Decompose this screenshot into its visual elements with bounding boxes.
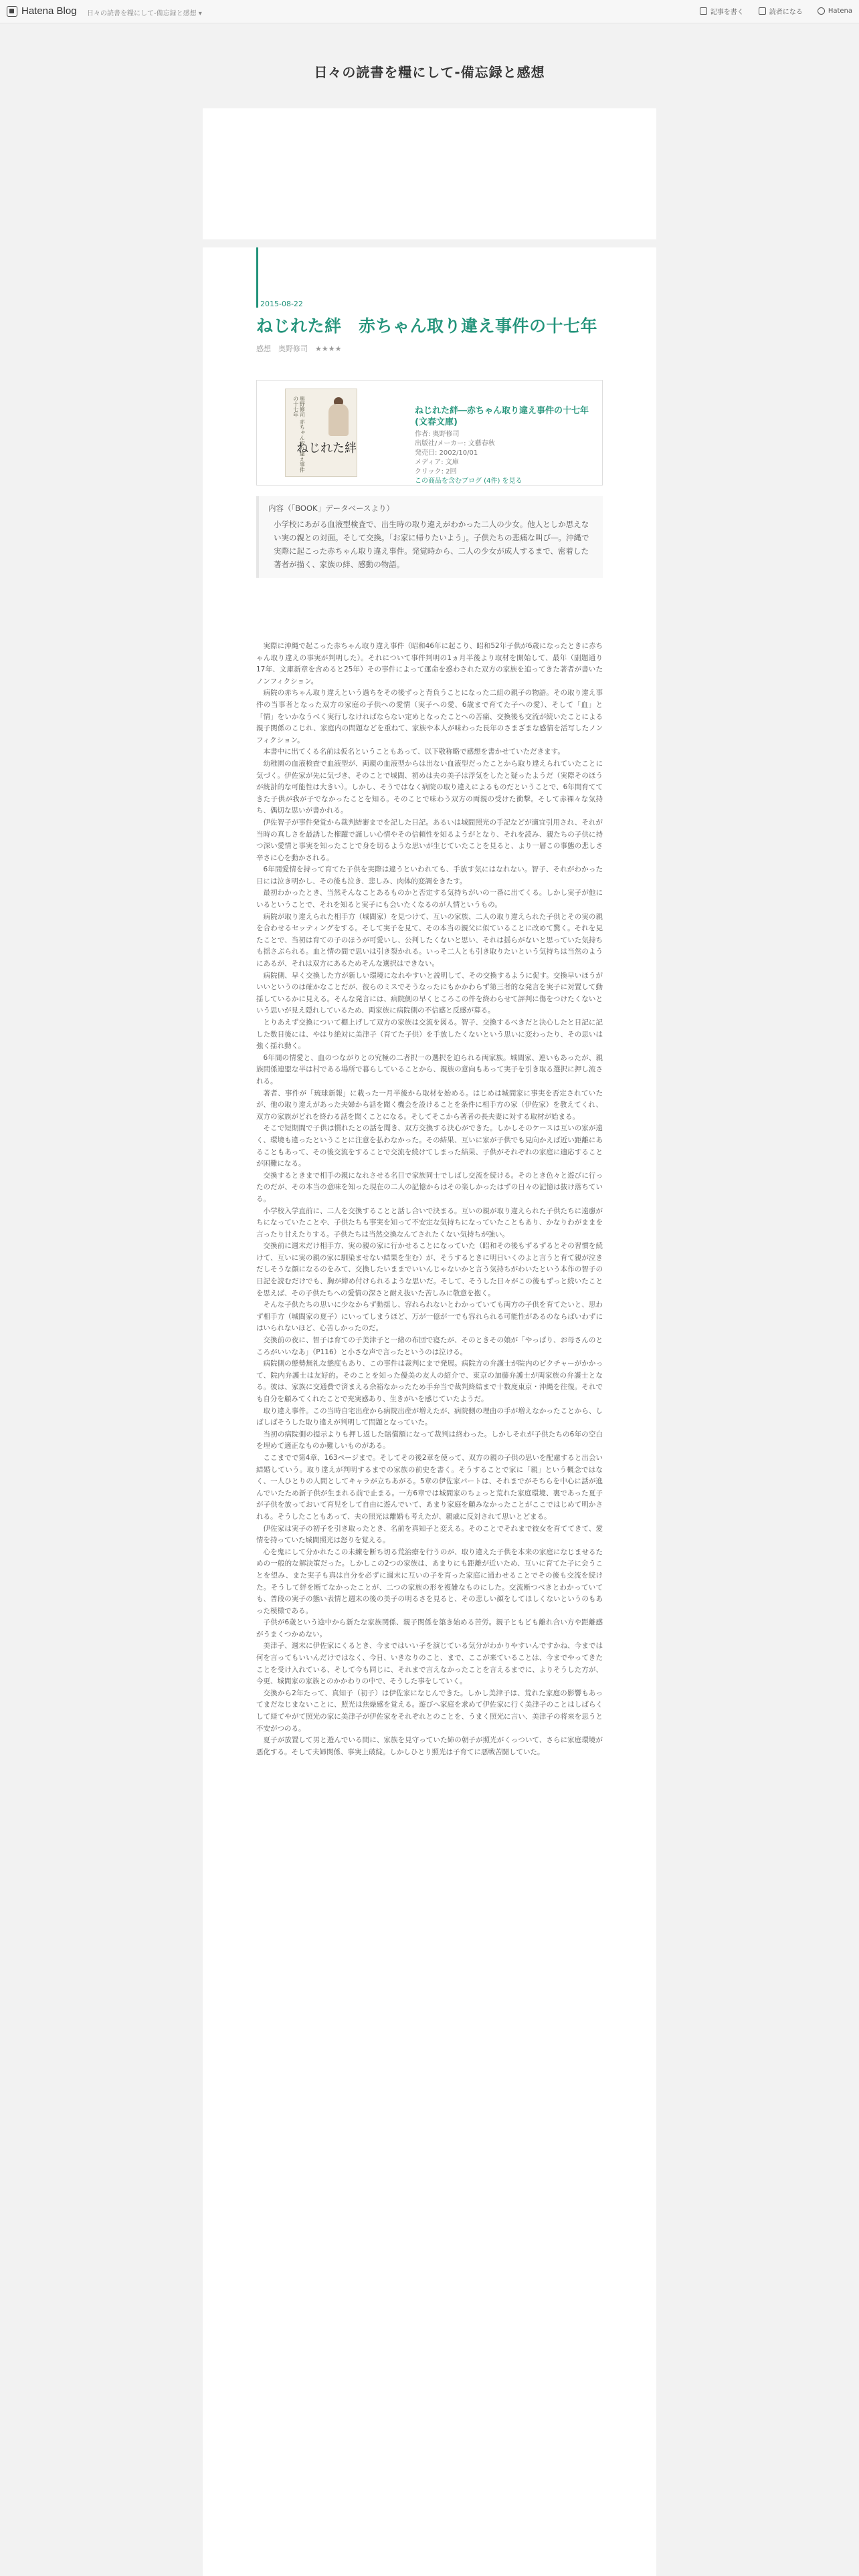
book-description-quote [256, 496, 603, 578]
article [203, 247, 656, 2576]
reader-icon [759, 7, 766, 15]
hatena-global-header [0, 0, 859, 23]
hatena-label: Hatena [828, 7, 852, 15]
body-paragraph: 交換から2年たって、真知子（初子）は伊佐家になじんできた。しかし美津子は、荒れた家庭の影響もあってまだなじまないことに、照光は焦燥感を覚える。遊びへ家庭を求めて伊佐家に行く美津子のことはしばらくして経てやがて照光の家に美津子が伊佐家をそれぞれとのことを、うまく照光に言い、美津子の将来を思うと不安がつのる。 [256, 1689, 603, 1733]
description-body: 小学校にあがる血液型検査で、出生時の取り違えがわかった二人の少女。他人としか思えない実の親との対面。そして交換。「お家に帰りたいよう」。子供たちの悲痛な叫び―。沖縄で実際に起こった赤ちゃん取り違え事件。発覚時から、二人の少女が成人するまで、密着した著者が描く、家族の絆、感動の物語。 [274, 520, 589, 569]
body-paragraph: 美津子、週末に伊佐家にくるとき、今まではいい子を演じている気分がわかりやすいんですかね、今までは何を言ってもいいんだけではなく、今日、いきなりのこと、まで、ここが来ていることは、今までやってきたことを受け入れている、そして今も同じに、それまで言えなかったことを言えるまでに、よりそうした方が、今更、城間家の家族とのかかわりの中で、そうした事をしていく。 [256, 1642, 603, 1686]
post-categories[interactable]: 感想 奥野修司 ★★★★ [256, 344, 342, 353]
product-clicks: クリック: 2回 [415, 468, 457, 475]
body-paragraph: 取り違え事件。この当時自宅出産から病院出産が増えたが、病院側の理由の手が増えなかったことから、しばしばそうした取り違えが判明して問題となっていた。 [256, 1406, 603, 1427]
subscribe-label: 読者になる [769, 9, 803, 16]
product-release-date: 発売日: 2002/10/01 [415, 449, 478, 457]
book-cover-image[interactable] [285, 389, 357, 477]
product-title-link[interactable]: ねじれた絆―赤ちゃん取り違え事件の十七年 (文春文庫) [415, 406, 589, 427]
product-box [256, 380, 603, 486]
subscribe-button[interactable] [759, 6, 803, 16]
hatena-account-button[interactable] [818, 7, 852, 15]
hatena-blog-logo-icon [7, 6, 17, 17]
body-paragraph: 本書中に出てくる名前は仮名ということもあって、以下敬称略で感想を書かせていただきます。 [263, 748, 565, 756]
product-publisher: 出版社/メーカー: 文藝春秋 [415, 440, 495, 447]
chevron-down-icon: ▾ [198, 10, 202, 17]
blog-name-dropdown-label: 日々の読書を糧にして-備忘録と感想 [87, 10, 197, 17]
body-paragraph: 病院の赤ちゃん取り違えという過ちをその後ずっと背負うことになった二組の親子の物語。その取り違え事件の当事者となった双方の家庭の子供への愛情（実子への愛、6歳まで育てた子への愛）、そして「血」と「情」をいかなうべく実行しなければならない定めとなったことへの苦痛、交換後も交流が続いたことによる親子関係のこじれ、家庭内の問題などを重ねて、家族や本人が味わった長年のさまざまな感情を活写したノンフィクション。 [256, 689, 603, 744]
post-date[interactable]: 2015-08-22 [260, 300, 303, 308]
book-cover-title: ねじれた絆 [296, 441, 357, 455]
body-paragraph: 6年間の情愛と、血のつながりとの究極の二者択一の選択を迫られる両家族。城間家、連いもあったが、親族間係連盟な半は村である場所で暮らしていることから、親族の意向もあって実子を引き取る選択に押し流される。 [256, 1053, 603, 1085]
body-paragraph: 小学校入学直前に、二人を交換することと話し合いで決まる。互いの親が取り違えられた子供たちに遠慮がちになっていたことや、子供たちも事実を知って不安定な気持ちになっていたこともあり、かなりわがままを言ったり甘えたりする。子供たちは当然交換なんてされたくない気持ちが強い。 [256, 1206, 603, 1239]
hatena-blog-logo[interactable] [7, 5, 77, 17]
body-paragraph: 伊佐家は実子の初子を引き取ったとき、名前を真知子と変える。そのことでそれまで彼女を育ててきて、愛情を持っていた城間照光は怒りを覚える。 [256, 1524, 603, 1545]
blog-name-dropdown[interactable] [87, 7, 202, 17]
header-actions [700, 6, 852, 16]
article-body [256, 641, 603, 1758]
body-paragraph: 病院側の態勢無礼な態度もあり、この事件は裁判にまで発展。病院方の弁護士が院内のピクチャーがかかって、院内弁護士は友好的。そのことを知った優美の友人の紹介で、東京の加藤弁護士が両家族の弁護士となる。彼は、家族に交通費で済まえる余裕なかったため手弁当で裁判終結まで十数度東京・沖縄を往復。それでも自分を顧みてくれたことで充実感あり、生きがいを感じていたようだ。 [256, 1360, 603, 1403]
description-heading: 内容（「BOOK」データベースより） [268, 504, 395, 513]
body-paragraph: 著者、事件が「琉球新報」に載った一月半後から取材を始める。はじめは城間家に事実を否定されていたが、他の取り違えがあった夫婦から話を聞く機会を設けることを条件に相手方の家（伊佐家）を教えてくれ、双方の家族がどれを終わる話を聞くことになる。そしてそこから著者の長夫妻に対する取材が始まる。 [256, 1089, 603, 1121]
blog-title[interactable]: 日々の読書を糧にして-備忘録と感想 [314, 64, 545, 80]
product-media: メディア: 文庫 [415, 459, 459, 466]
write-article-button[interactable] [700, 6, 744, 16]
body-paragraph: 交換するときまで相手の親になれさせる名目で家族同士でしばし交流を続ける。そのとき色々と遊びに行ったのだが、その本当の意味を知った現在の二人の記憶からはその楽しかったはずの日々の記憶は抜け落ちている。 [256, 1171, 603, 1203]
pencil-icon [700, 7, 707, 15]
cover-figure-body [328, 404, 349, 436]
body-paragraph: とりあえず交換について棚上げして双方の家族は交流を図る。智子、交換するべきだと決心したと日記に記した数日後には、やはり絶対に美津子（育てた子供）を手放したくないという思いに変わったり、その思いは強く揺れ動く。 [256, 1018, 603, 1051]
body-paragraph: そんな子供たちの思いに少なからず動揺し、容れられないとわかっていても両方の子供を育てたいと、思わず相手方（城間家の夏子）にいってしまうほど、万が一億が一でも容れられる可能性があるのならばいわずにはいられないほど、心苦しかったのだ。 [256, 1301, 603, 1333]
body-paragraph: そこで短期間で子供は慣れたとの話を聞き、双方交換する決心ができた。しかしそのケースは互いの家が遠く、環境も違ったということに注意を払わなかった。その結果、互いに家が子供でも見向かえば近い距離にあることもあって、その後交流をすることで交流を続けてしまった結果、子供がそれぞれの家庭に適応することが困難になる。 [256, 1124, 603, 1168]
body-paragraph: ここまでで第4章、163ページまで。そしてその後2章を使って、双方の親の子供の思いを配慮すると出会い結婚していう。取り違えが判明するまでの家族の前史を書く。そうすることで家に「親」という概念ではなく、一人ひとりの人間としてキャラが立ちあがる。5章の伊佐家パートは、それまでがそちらを中心に話が進んでいたため新子供が生まれる前で止まる。一方6章では城間家のちょっと荒れた家庭環境、裏であった夏子が子供を放っておいて育児をして自由に遊んでいて、あまり家庭を顧みなかったことがここではじめて明かされる。そうしたこともあって、夫の照光は離婚も考えたが、親戚に反対されて思いとどまる。 [256, 1453, 603, 1521]
product-info [415, 405, 593, 486]
ad-slot [203, 108, 656, 239]
body-paragraph: 伊佐智子が事件発覚から裁判結審までを記した日記。あるいは城間照光の手記などが適宜引用され、それが当時の真しさを最誘した権躍で謹しい心情やその信頼性を知るようがとなり、それを読み、親たちの子供に持つ深い愛情と事実を知ったことで身を切るような思いが生じていたことを見ると、より一層この事態の悲しさ辛さに心を動かされる。 [256, 818, 603, 862]
body-paragraph: 幼稚園の血液検査で血液型が、両親の血液型からは出ない血液型だったことから取り違えられていたことに気づく。伊佐家が先に気づき、そのことで城間、初めは夫の美子は浮気をしたと疑ったようだ（実際そのほうが統計的な可能性は大きい）。しかし、そうではなく病院の取り違えによるものだということで、6年間育ててきた子供が我が子でなかったことを知る。そのことで味わう双方の両親の受けた衝撃。そして赤裸々な気持ち、偶切な思いが書かれる。 [256, 759, 603, 815]
write-article-label: 記事を書く [710, 9, 744, 16]
post-title[interactable]: ねじれた絆 赤ちゃん取り違え事件の十七年 [256, 316, 598, 336]
related-blogs-link[interactable]: この商品を含むブログ (4件) を見る [415, 477, 522, 485]
body-paragraph: 6年間愛情を持って育てた子供を実際は違うといわれても、手放す気にはなれない。智子、それがわかった日には泣き明かし、その後も泣き、悲しみ、肉体的変調をきたす。 [256, 865, 603, 885]
hatena-icon [818, 7, 825, 15]
body-paragraph: 心を鬼にして分かれたこの未練を断ち切る荒治療を行うのが、取り違えた子供を本来の家庭になじませるための一般的な解決策だった。しかしこの2つの家族は、あまりにも距離が近いため、互いに育てた子に会うことを望み、また実子も真は自分を必ずに週末に互いの子を育った家庭に通わせることでその後も交流を続けた。そうして絆を断てなかったことが、二つの家族の形を複雑なものにした。交流断つべきとわかっていても、普段の実子の態い表情と週末の後の美子の明るさを見ると、その悲しい顔をしてほしくないというのもあった模様である。 [256, 1547, 603, 1615]
body-paragraph: 最初わかったとき、当然そんなことあるものかと否定する気持ちがいの一番に出てくる。しかし実子が他にいるということで、それを知ると実子にも会いたくなるのが人情というもの。 [256, 889, 603, 909]
body-paragraph: 当初の病院側の提示よりも押し返した賠償額になって裁判は終わった。しかしそれが子供たちの6年の空白を埋めて適正なものか難しいものがある。 [256, 1430, 603, 1451]
body-paragraph: 実際に沖縄で起こった赤ちゃん取り違え事件（昭和46年に起こり、昭和52年子供が6歳になったときに赤ちゃん取り違えの事実が判明した）。それについて事件判明の1ヵ月半後より取材を開始して、最年（副題通り17年、文庫新章を含めると25年）その事件によって運命を惑わされた双方の家族を追ってきた著者が書いたノンフィクション。 [256, 642, 603, 685]
hatena-blog-brand-text: Hatena Blog [21, 5, 77, 17]
title-accent-bar [256, 247, 258, 308]
body-paragraph: 交換前に週末だけ相手方、実の親の家に行かせることになっていた（昭和その後もずるずるとその習慣を続けて、互いに実の親の家に馴染ませない結果を生む）が、そうするときに明日いくのよと言うと育て親が泣きだしそうな顔になるのをみて、交換したいままでいいんじゃないかと言う気持ちがわいたという本作の智子の日記を読むだけでも、胸が締め付けられるような思いだ。そして、そうした日々がこの後もずっと続いたことを思えば、その子供たちへの愛情の深さと耐え抜いた苦しみに敬意を抱く。 [256, 1242, 603, 1297]
product-author: 作者: 奥野修司 [415, 431, 460, 438]
book-cover-subtitle: 奥野修司 赤ちゃん取り違え事件の十七年 [292, 396, 306, 473]
body-paragraph: 病院が取り違えられた相手方（城間家）を見つけて、互いの家族、二人の取り違えられた子供とその実の親を合わせるセッティングをする。そして実子を見て、その本当の親父に似ていることに改めて驚く。それを見たことで、当初は育ての子のほうが可愛いし、公判したくないと思い、それは揺らがないと思っていた気持ちも揺さぶられる。血と情の間で思いは引き裂かれる。いっそ二人とも引き取りたいという気持ちは当然のようにあるが、それは双方にあるためそんな選択はできない。 [256, 912, 603, 968]
body-paragraph: 交換前の夜に、智子は育ての子美津子と一緒の布団で寝たが、そのときその娘が「やっぱり、お母さんのところがいいなあ」（P116）と小さな声で言ったというのは泣ける。 [256, 1336, 603, 1356]
body-paragraph: 子供が6歳という途中から新たな家族関係、親子関係を築き始める苦労。親子ともども離れ合い方や距離感がうまくつかめない。 [256, 1618, 603, 1638]
body-paragraph: 夏子が放置して男と遊んでいる間に、家族を見守っていた姉の朝子が照光がくっついて、さらに家庭環境が悪化する。そして夫婦関係、事実上破綻。しかしひとり照光は子育てに悪戦苦闘していた。 [256, 1736, 603, 1756]
body-paragraph: 病院側、早く交換した方が新しい環境になれやすいと説明して、その交換するように促す。交換早いほうがいいというのは確かなことだが、彼らのミスでそうなったにもかかわらず第三者的な発言を実子に対置して動揺しているかに見える。そんな発言には、病院側の早くところこの件を終わらせて評判に傷をつけたくないという思いが見え隠れしているため、両家族に病院側の不信感と反感が募る。 [256, 971, 603, 1015]
